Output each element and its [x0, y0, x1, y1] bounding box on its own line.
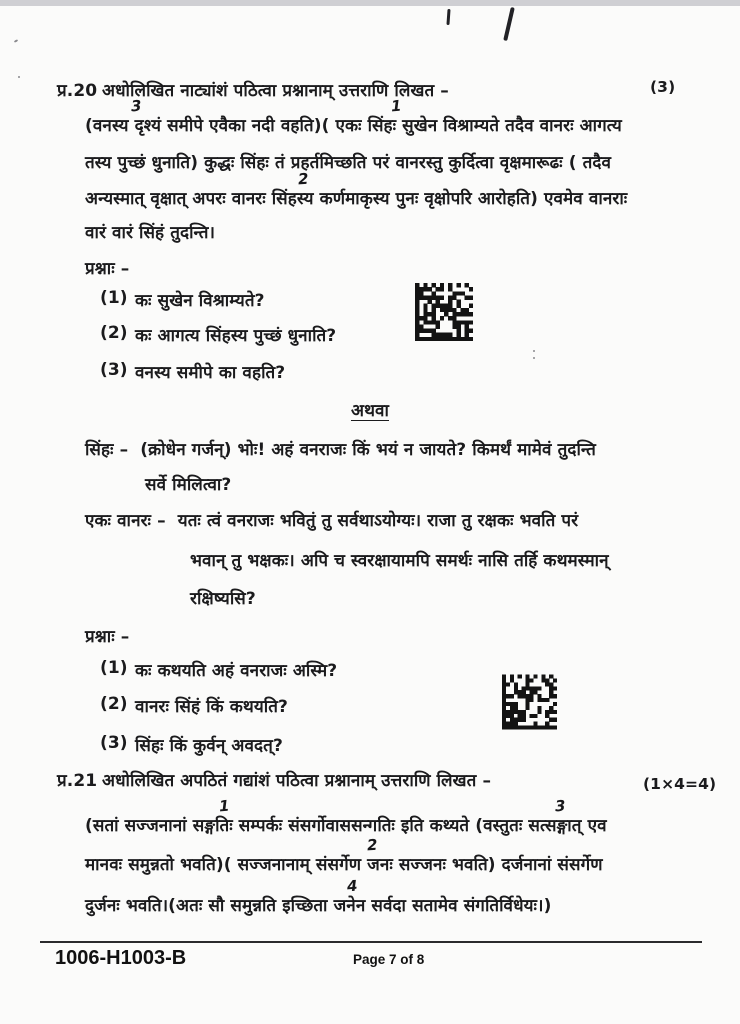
- dialogue-line: [145, 472, 231, 495]
- question-item: [100, 288, 265, 311]
- passage-line: [85, 220, 215, 243]
- or-divider: [0, 398, 740, 421]
- dialogue-text: रक्षिष्यसि?: [190, 589, 256, 609]
- passage-text: (वनस्य दृश्यं समीपे एवैका नदी वहति)( एकः सिंहः सुखेन विश्राम्यते तदैव वानरः आगत्य: [85, 116, 622, 136]
- passage-text: अन्यस्मात् वृक्षात् अपरः वानरः सिंहस्य कर्णमाकृस्य पुनः वृक्षोपरि आरोहति) एवमेव वानराः: [85, 189, 628, 209]
- handwritten-number: 1: [218, 796, 231, 816]
- passage-text: तस्य पुच्छं धुनाति) कुद्धः सिंहः तं प्रहर्तमिच्छति परं वानरस्तु कुर्दित्वा वृक्षमारूढः ( तदैव: [85, 153, 612, 173]
- question-number: (2): [100, 694, 128, 714]
- questions-heading: प्रश्नाः –: [85, 627, 130, 647]
- dialogue-text: (क्रोधेन गर्जन्) भोः! अहं वनराजः किं भयं न जायते? किमर्थं मामेवं तुदन्ति: [140, 440, 596, 460]
- passage-line: [85, 835, 603, 875]
- question-20-instruction: अधोलिखित नाट्यांशं पठित्वा प्रश्नानाम् उत्तराणि लिखत –: [102, 81, 449, 101]
- question-number: (1): [100, 288, 128, 308]
- dialogue-line: [85, 508, 578, 531]
- stray-speck: [533, 350, 535, 352]
- passage-text: वारं वारं सिंहं तुदन्ति।: [85, 223, 216, 243]
- question-20-number: प्र.20: [57, 81, 98, 101]
- dialogue-line: [190, 548, 609, 571]
- questions-heading: प्रश्नाः –: [85, 259, 130, 279]
- speaker-label: एकः वानरः –: [85, 511, 166, 531]
- question-item: [100, 658, 337, 681]
- passage-text: (सतां सज्जनानां सङ्गतिः सम्पर्कः संसर्गोवाससन्गतिः इति कथ्यते (वस्तुतः सत्सङ्गात् एव: [85, 816, 607, 836]
- paper-code: 1006-H1003-B: [55, 947, 187, 969]
- data-matrix-icon: [415, 283, 473, 341]
- stray-speck: [14, 39, 18, 43]
- question-21-number: प्र.21: [57, 771, 98, 791]
- dialogue-line: [190, 586, 256, 609]
- question-item: [100, 733, 283, 756]
- question-21-instruction: अधोलिखित अपठितं गद्यांशं पठित्वा प्रश्नानाम् उत्तराणि लिखत –: [102, 771, 492, 791]
- question-text: सिंहः किं कुर्वन् अवदत्?: [135, 736, 283, 756]
- passage-line: [85, 150, 611, 173]
- question-number: (3): [100, 733, 128, 753]
- passage-line: [85, 796, 607, 836]
- question-text: कः कथयति अहं वनराजः अस्मि?: [135, 661, 338, 681]
- data-matrix-icon: [502, 672, 557, 732]
- speaker-label: सिंहः –: [85, 440, 129, 460]
- question-20-marks: (3): [650, 78, 676, 96]
- passage-text: दुर्जनः भवति।(अतः सौ समुन्नति इच्छिता जनेन सर्वदा सतामेव संगतिर्विधेयः।): [85, 896, 552, 916]
- handwritten-number: 1: [390, 96, 403, 116]
- question-number: (2): [100, 323, 128, 343]
- footer-rule: [40, 941, 702, 943]
- question-text: कः सुखेन विश्राम्यते?: [135, 291, 265, 311]
- passage-line: [85, 96, 622, 136]
- pen-tick-mark: [446, 9, 450, 25]
- dialogue-text: भवान् तु भक्षकः। अपि च स्वरक्षायामपि समर्थः नासि तर्हि कथमस्मान्: [190, 551, 609, 571]
- handwritten-number: 3: [130, 96, 143, 116]
- passage-line: [85, 169, 628, 209]
- question-text: वानरः सिंहं किं कथयति?: [135, 697, 288, 717]
- or-label: अथवा: [350, 401, 389, 421]
- question-21-marks: (1×4=4): [643, 775, 717, 793]
- question-item: [100, 323, 336, 346]
- question-number: (1): [100, 658, 128, 678]
- passage-line: [85, 876, 552, 916]
- dialogue-line: [85, 437, 596, 460]
- dialogue-text: यतः त्वं वनराजः भवितुं तु सर्वथाऽयोग्यः। राजा तु रक्षकः भवति परं: [177, 511, 579, 531]
- passage-text: मानवः समुन्नतो भवति)( सज्जनानाम् संसर्गेण जनः सज्जनः भवति) दर्जनानां संसर्गेण: [85, 855, 603, 875]
- question-text: वनस्य समीपे का वहति?: [135, 363, 286, 383]
- handwritten-number: 2: [297, 169, 310, 189]
- handwritten-number: 2: [366, 835, 379, 855]
- scan-top-edge: [0, 0, 740, 6]
- question-text: कः आगत्य सिंहस्य पुच्छं धुनाति?: [135, 326, 337, 346]
- question-item: [100, 360, 285, 383]
- question-item: [100, 694, 288, 717]
- stray-speck: [533, 357, 535, 359]
- pen-slash-mark: [503, 7, 515, 41]
- handwritten-number: 4: [346, 876, 359, 896]
- stray-speck: [18, 76, 20, 78]
- page-number: Page 7 of 8: [353, 952, 425, 967]
- dialogue-text: सर्वे मिलित्वा?: [145, 475, 232, 495]
- handwritten-number: 3: [554, 796, 567, 816]
- question-number: (3): [100, 360, 128, 380]
